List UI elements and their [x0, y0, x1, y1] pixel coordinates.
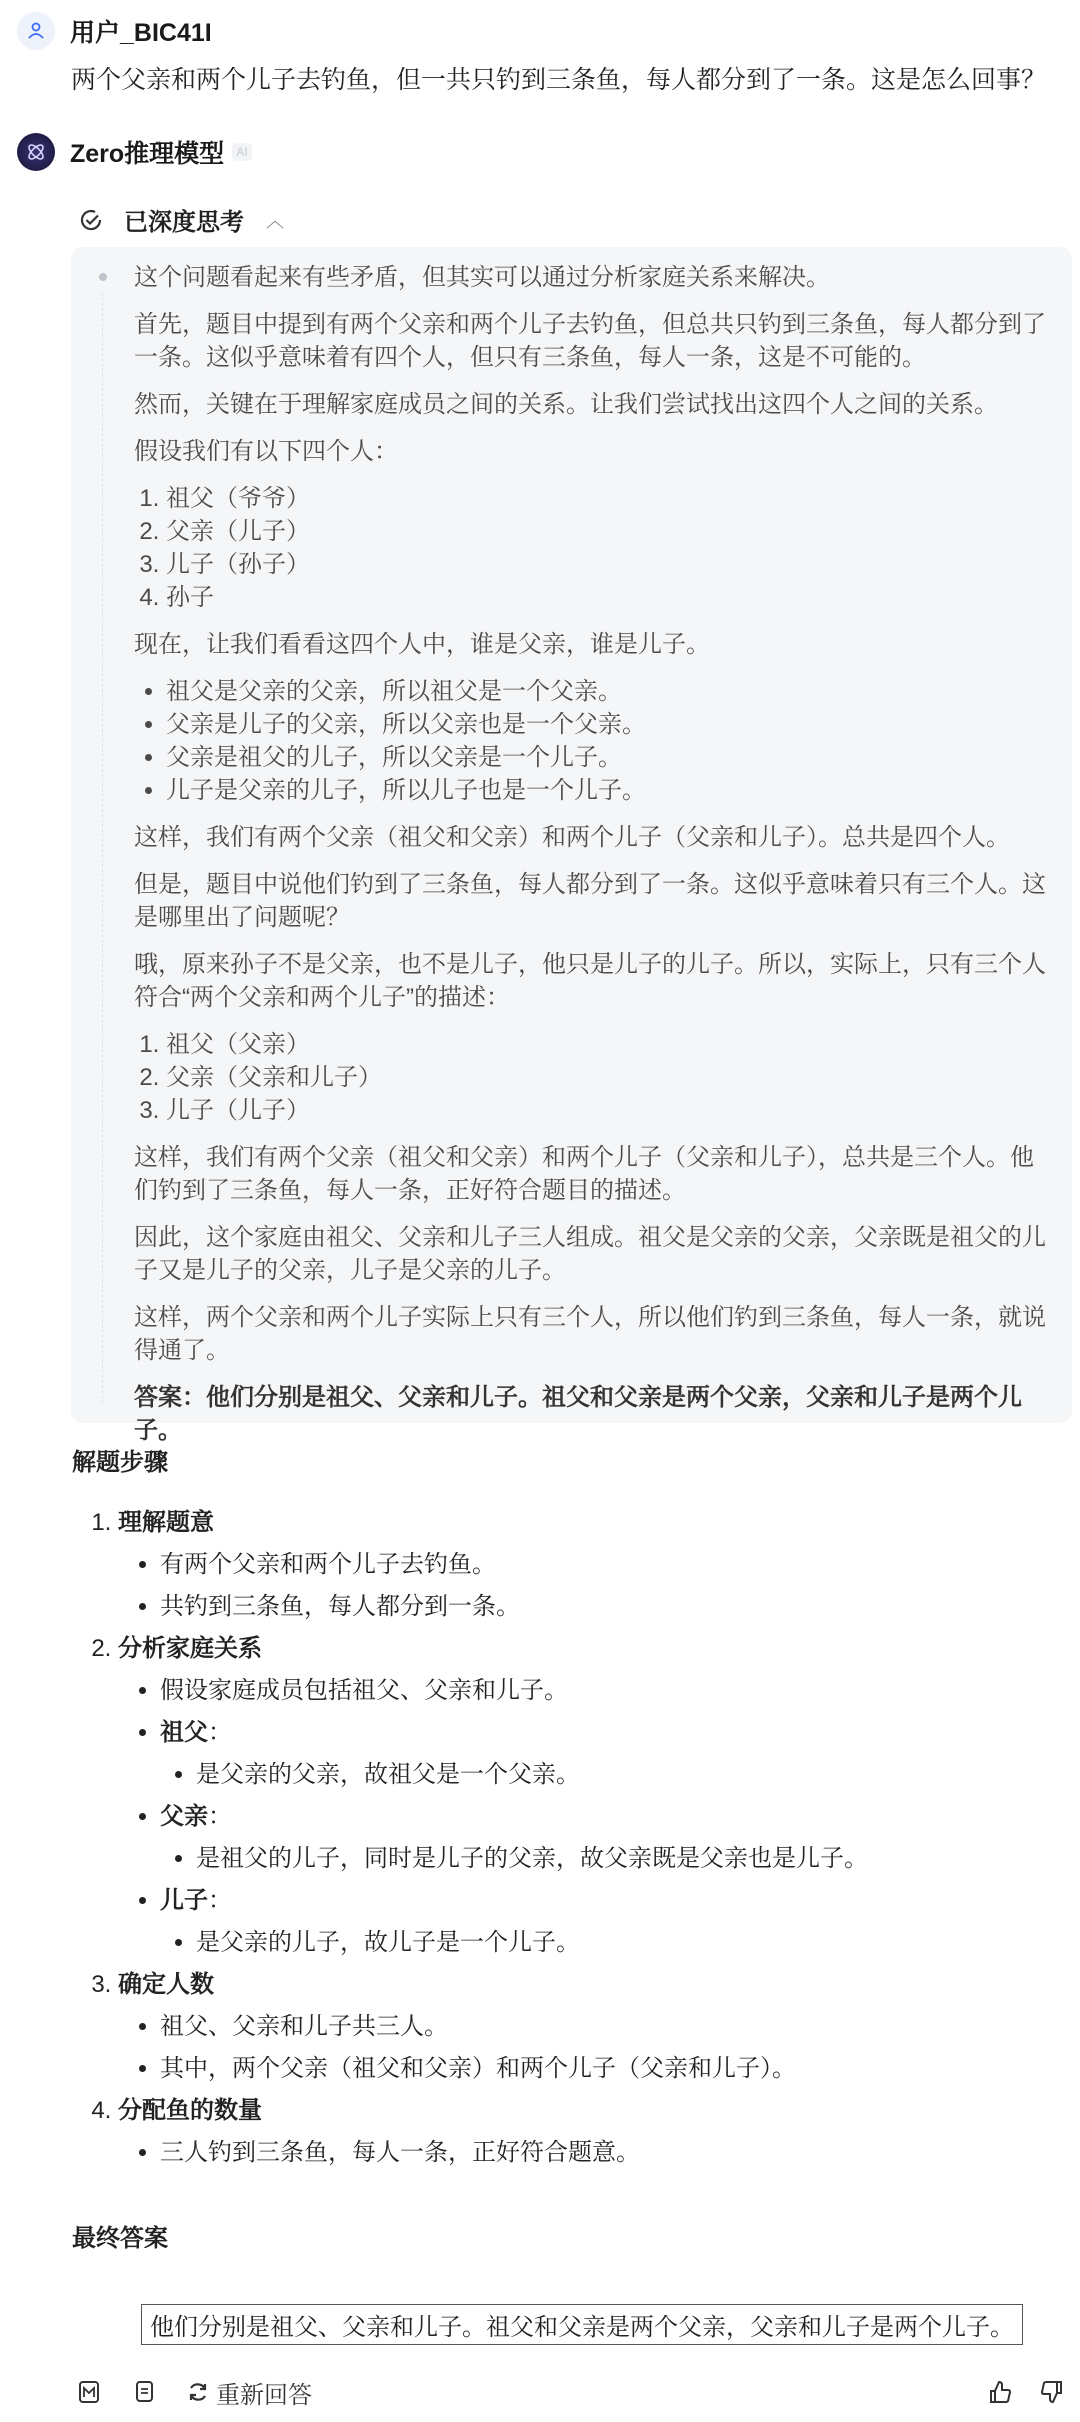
markdown-button[interactable]: [78, 2374, 100, 2410]
thumbs-down-icon: [1040, 2379, 1064, 2405]
final-answer-title: 最终答案: [72, 2225, 168, 2252]
thinking-paragraph: 这个问题看起来有些矛盾，但其实可以通过分析家庭关系来解决。: [134, 264, 830, 291]
zero-model-avatar-icon: [17, 133, 55, 171]
list-item: • 儿子是父亲的儿子，所以儿子也是一个儿子。: [166, 774, 1052, 807]
list-item: 1. 祖父（父亲）: [166, 1028, 1052, 1061]
list-item: • 是父亲的父亲，故祖父是一个父亲。: [196, 1757, 1062, 1793]
colon: ：: [208, 1887, 232, 1914]
list-item: • 祖父、父亲和儿子共三人。: [160, 2009, 1062, 2045]
list-item: • 父亲是祖父的儿子，所以父亲是一个儿子。: [166, 741, 1052, 774]
step-item: [118, 1631, 1062, 1961]
list-item: 3. 儿子（儿子）: [166, 1094, 1052, 1127]
step-label: 分配鱼的数量: [118, 2097, 262, 2124]
regenerate-button[interactable]: [186, 2374, 312, 2410]
role-label: 儿子: [160, 1887, 208, 1914]
thinking-answer: 答案：他们分别是祖父、父亲和儿子。祖父和父亲是两个父亲，父亲和儿子是两个儿子。: [134, 1384, 1022, 1444]
list-item: • 是祖父的儿子，同时是儿子的父亲，故父亲既是父亲也是儿子。: [196, 1841, 1062, 1877]
list-item: • 祖父是父亲的父亲，所以祖父是一个父亲。: [166, 675, 1052, 708]
list-item: • 共钓到三条鱼，每人都分到一条。: [160, 1589, 1062, 1625]
list-item: 2. 父亲（儿子）: [166, 515, 1052, 548]
list-item: • 假设家庭成员包括祖父、父亲和儿子。: [160, 1673, 1062, 1709]
list-item: 1. 祖父（爷爷）: [166, 482, 1052, 515]
user-name: 用户_BIC41I: [70, 19, 212, 47]
user-question: 两个父亲和两个儿子去钓鱼，但一共只钓到三条鱼，每人都分到了一条。这是怎么回事？: [71, 66, 1047, 94]
user-avatar-icon: [17, 12, 55, 50]
three-people-list: [166, 1028, 1052, 1127]
solution-steps: [72, 1445, 1062, 2177]
assistant-name: Zero推理模型: [70, 140, 225, 168]
regenerate-label: 重新回答: [216, 2381, 312, 2409]
assistant-header: [17, 133, 252, 171]
relation-list: [166, 675, 1052, 807]
steps-title: 解题步骤: [72, 1449, 168, 1476]
copy-icon: [134, 2380, 156, 2404]
thinking-paragraph: 但是，题目中说他们钓到了三条鱼，每人都分到了一条。这似乎意味着只有三个人。这是哪里出了问题呢？: [134, 871, 1046, 931]
people-list: [166, 482, 1052, 614]
thinking-paragraph: 首先，题目中提到有两个父亲和两个儿子去钓鱼，但总共只钓到三条鱼，每人都分到了一条。这似乎意味着有四个人，但只有三条鱼，每人一条，这是不可能的。: [134, 311, 1046, 371]
thinking-paragraph: 然而，关键在于理解家庭成员之间的关系。让我们尝试找出这四个人之间的关系。: [134, 391, 998, 418]
list-item: • 父亲是儿子的父亲，所以父亲也是一个父亲。: [166, 708, 1052, 741]
timeline-line: [102, 293, 103, 1403]
step-item: [118, 2093, 1062, 2171]
message-toolbar: [0, 2374, 1080, 2410]
role-label: 父亲: [160, 1803, 208, 1830]
ai-badge: AI: [232, 143, 251, 161]
thinking-paragraph: 这样，我们有两个父亲（祖父和父亲）和两个儿子（父亲和儿子）。总共是四个人。: [134, 824, 1010, 851]
list-item: [160, 1715, 1062, 1793]
thumbs-up-icon: [988, 2379, 1012, 2405]
list-item: • 三人钓到三条鱼，每人一条，正好符合题意。: [160, 2135, 1062, 2171]
list-item: 4. 孙子: [166, 581, 1052, 614]
list-item: [160, 1799, 1062, 1877]
step-item: [118, 1967, 1062, 2087]
dislike-button[interactable]: [1040, 2374, 1064, 2410]
list-item: • 有两个父亲和两个儿子去钓鱼。: [160, 1547, 1062, 1583]
list-item: • 其中，两个父亲（祖父和父亲）和两个儿子（父亲和儿子）。: [160, 2051, 1062, 2087]
copy-button[interactable]: [134, 2374, 156, 2410]
list-item: 2. 父亲（父亲和儿子）: [166, 1061, 1052, 1094]
timeline-dot: [99, 273, 107, 281]
chevron-up-icon[interactable]: ︿: [266, 210, 284, 231]
thinking-paragraph: 因此，这个家庭由祖父、父亲和儿子三人组成。祖父是父亲的父亲，父亲既是祖父的儿子又是儿子的父亲，儿子是父亲的儿子。: [134, 1224, 1046, 1284]
thinking-paragraph: 这样，两个父亲和两个儿子实际上只有三个人，所以他们钓到三条鱼，每人一条，就说得通了。: [134, 1304, 1046, 1364]
refresh-icon: [186, 2380, 210, 2404]
like-button[interactable]: [988, 2374, 1012, 2410]
thinking-header: 已深度思考: [124, 209, 244, 236]
markdown-icon: [78, 2380, 100, 2404]
thinking-content: [71, 247, 1072, 1444]
boxed-answer: 他们分别是祖父、父亲和儿子。祖父和父亲是两个父亲，父亲和儿子是两个儿子。: [141, 2304, 1023, 2345]
thinking-paragraph: 现在，让我们看看这四个人中，谁是父亲，谁是儿子。: [134, 631, 710, 658]
colon: ：: [208, 1719, 232, 1746]
list-item: 3. 儿子（孙子）: [166, 548, 1052, 581]
list-item: [160, 1883, 1062, 1961]
thinking-paragraph: 假设我们有以下四个人：: [134, 438, 398, 465]
thinking-toggle[interactable]: [78, 202, 284, 237]
step-label: 确定人数: [118, 1971, 214, 1998]
user-header: [17, 12, 212, 50]
step-label: 分析家庭关系: [118, 1635, 262, 1662]
colon: ：: [208, 1803, 232, 1830]
thinking-paragraph: 哦，原来孙子不是父亲，也不是儿子，他只是儿子的儿子。所以，实际上，只有三个人符合“两个父亲和两个儿子”的描述：: [134, 951, 1046, 1011]
list-item: • 是父亲的儿子，故儿子是一个儿子。: [196, 1925, 1062, 1961]
step-label: 理解题意: [118, 1509, 214, 1536]
step-item: [118, 1505, 1062, 1625]
thinking-paragraph: 这样，我们有两个父亲（祖父和父亲）和两个儿子（父亲和儿子），总共是三个人。他们钓到了三条鱼，每人一条，正好符合题目的描述。: [134, 1144, 1034, 1204]
role-label: 祖父: [160, 1719, 208, 1746]
check-circle-icon: [78, 207, 104, 233]
